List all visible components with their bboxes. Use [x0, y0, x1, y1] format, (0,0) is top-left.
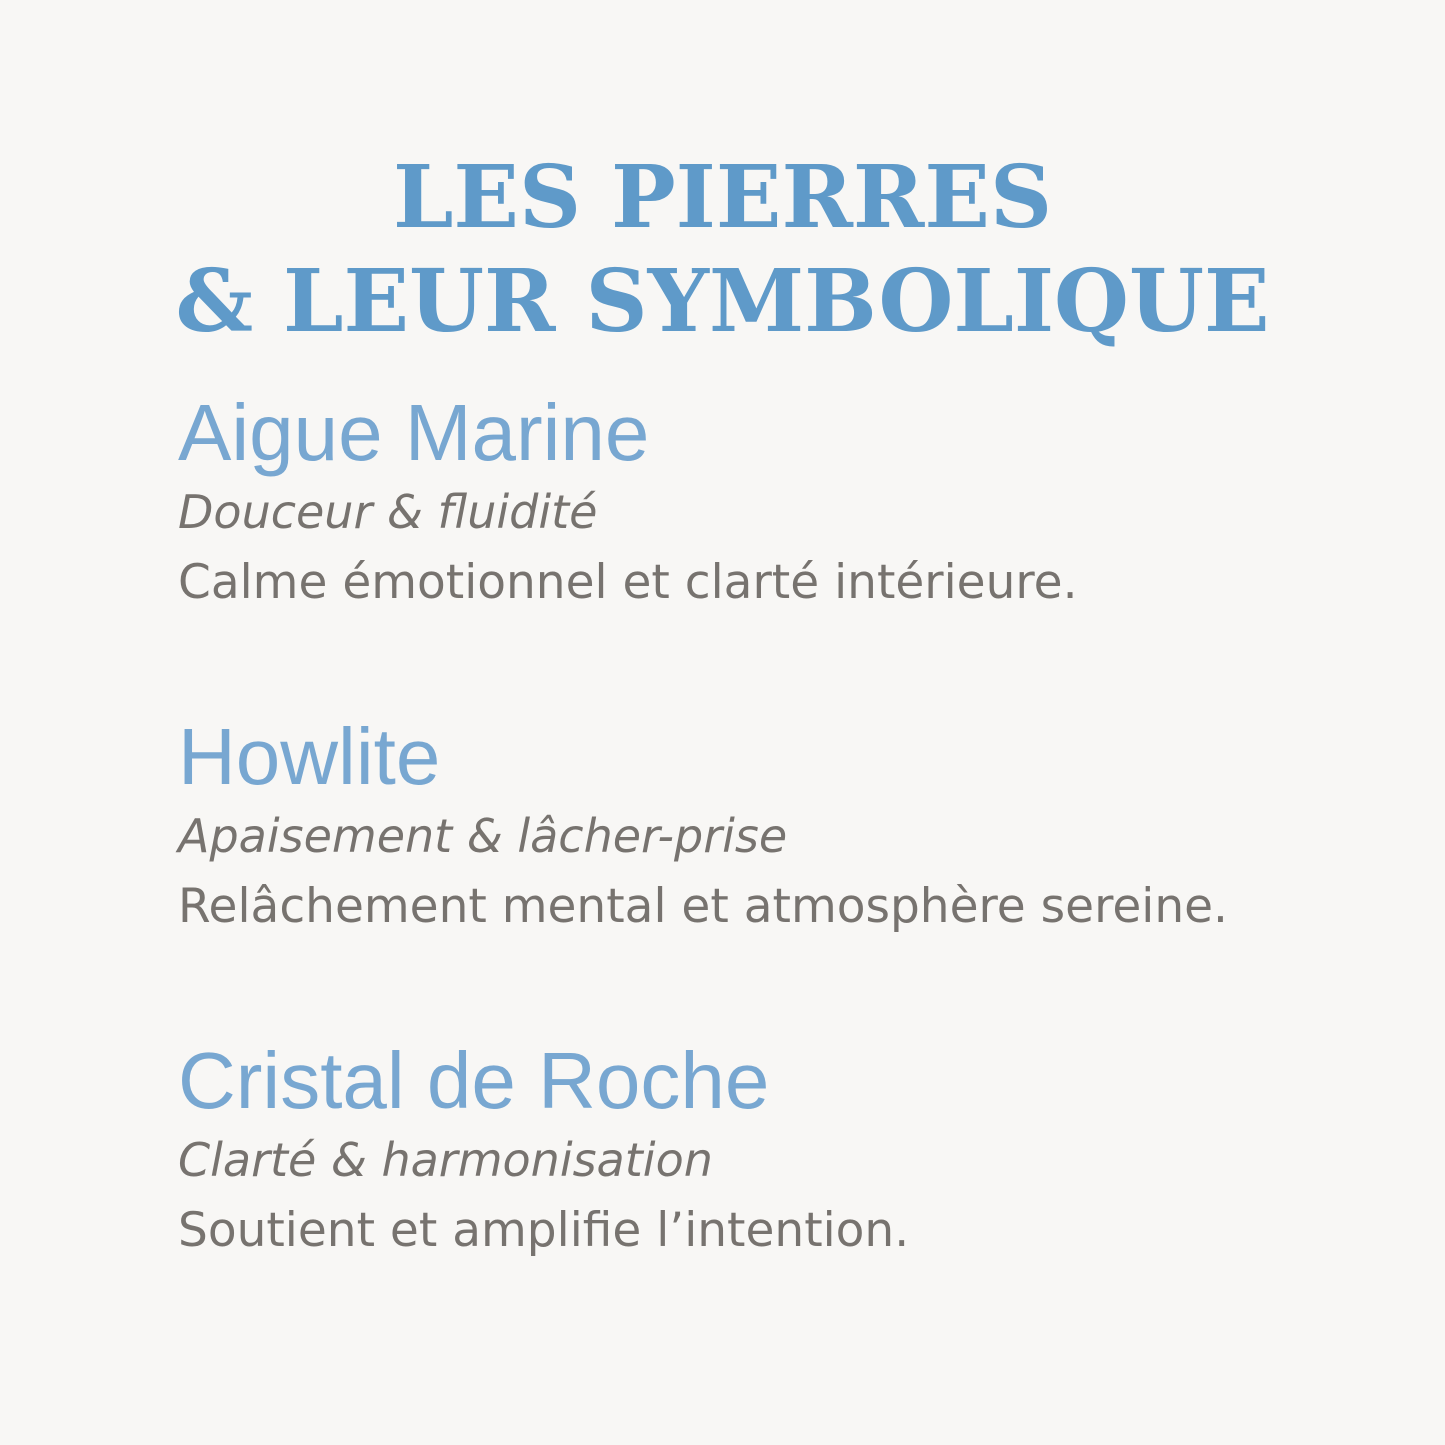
stone-item-aigue-marine: [178, 385, 1378, 623]
stone-description: Soutient et amplifie l’intention.: [178, 1203, 910, 1258]
stone-description: Relâchement mental et atmosphère sereine.: [178, 879, 1228, 934]
page-title: [0, 146, 1445, 354]
page-title-line-1: LES PIERRES: [392, 146, 1053, 248]
page-title-line-2: & LEUR SYMBOLIQUE: [175, 250, 1270, 352]
stone-tagline: Clarté & harmonisation: [178, 1133, 713, 1187]
stone-tagline: Douceur & fluidité: [178, 485, 598, 539]
stone-description: Calme émotionnel et clarté intérieure.: [178, 555, 1078, 610]
stone-name: Howlite: [178, 712, 441, 801]
stone-tagline: Apaisement & lâcher-prise: [178, 809, 788, 863]
stone-item-howlite: [178, 709, 1378, 947]
stone-item-cristal-de-roche: [178, 1033, 1378, 1271]
stones-list: [178, 385, 1378, 1271]
stone-name: Cristal de Roche: [178, 1036, 770, 1125]
stone-name: Aigue Marine: [178, 388, 650, 477]
